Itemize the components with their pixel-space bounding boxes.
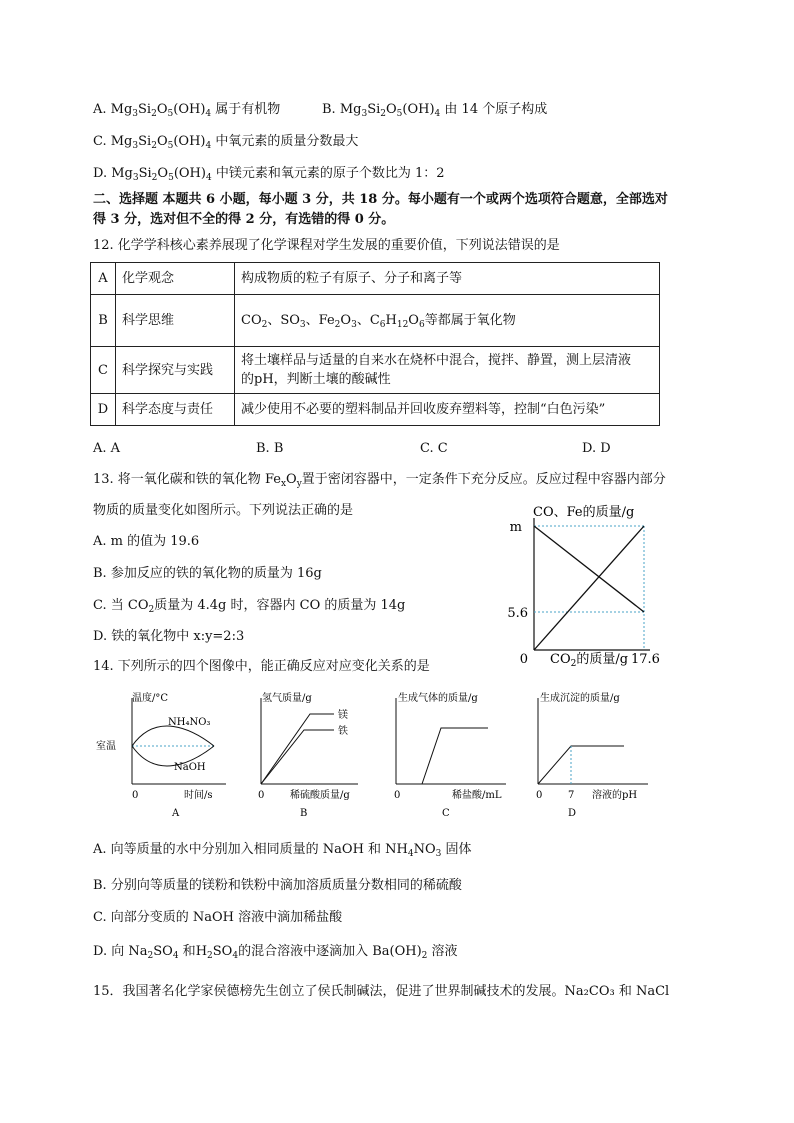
graph-d-origin: 0 <box>536 790 543 801</box>
q11-option-c: C. $Mg_3Si_2O_5(OH)_4$ 中氧元素的质量分数最大 <box>93 134 359 151</box>
graph-a-room-label: 室温 <box>96 741 116 752</box>
q14-option-a-a: A. 向等质量的水中分别加入相同质量的 NaOH 和 <box>93 842 386 857</box>
x-tick-max: 17.6 <box>631 652 660 667</box>
q13-option-d: D. 铁的氧化物中 x:y=2:3 <box>93 629 245 644</box>
q13-option-c: C. 当 $CO_2$质量为 4.4g 时，容器内 CO 的质量为 14g <box>93 598 406 615</box>
row-content <box>235 347 660 394</box>
graph-d-line <box>538 746 624 784</box>
formula-list: $CO_2$、$SO_3$、$Fe_2O_3$、$C_6H_{12}O_6$ <box>241 313 425 330</box>
q15-stem: 15．我国著名化学家侯德榜先生创立了侯氏制碱法，促进了世界制碱技术的发展。Na₂CO₃ 和 NaCl <box>93 984 670 999</box>
graph-d-letter: D <box>568 808 577 819</box>
q11-option-b: B. $Mg_3Si_2O_5(OH)_4$ 由 14 个原子构成 <box>322 102 548 119</box>
y-tick-m: m <box>509 520 522 535</box>
graph-b-origin: 0 <box>258 790 265 801</box>
origin-label: 0 <box>519 652 528 667</box>
series-co-line <box>534 526 644 612</box>
row-content-line1: 将土壤样品与适量的自来水在烧杯中混合，搅拌、静置，测上层清液 <box>241 353 632 368</box>
q12-option-a: A. A <box>93 441 121 456</box>
graph-d <box>536 691 648 819</box>
q13-stem-a: 13. 将一氧化碳和铁的氧化物 Fe <box>93 472 281 487</box>
graph-b-xlabel: 稀硫酸质量/g <box>290 790 350 801</box>
graph-b-fe-label: 铁 <box>338 726 348 737</box>
q12-table <box>90 262 660 426</box>
q13-stem-line2: 物质的质量变化如图所示。下列说法正确的是 <box>93 503 354 518</box>
q13-stem-b: 置于密闭容器中，一定条件下充分反应。反应过程中容器内部分 <box>301 472 666 487</box>
graph-a-ylabel: 温度/°C <box>132 693 169 704</box>
row-content-suffix: 等都属于氧化物 <box>424 313 516 328</box>
row-letter: C <box>91 347 116 394</box>
graph-a-letter: A <box>172 808 180 819</box>
section-heading-line2: 得 3 分，选对但不全的得 2 分，有选错的得 0 分。 <box>93 212 395 227</box>
graph-a <box>96 691 226 819</box>
q11-option-d: D. $Mg_3Si_2O_5(OH)_4$ 中镁元素和氧元素的原子个数比为 1：2 <box>93 166 445 183</box>
q14-graphs <box>96 688 656 820</box>
q14-stem: 14. 下列所示的四个图像中，能正确反应对应变化关系的是 <box>93 659 430 674</box>
graph-c-line <box>396 728 488 784</box>
table-row <box>91 263 660 295</box>
graph-a-top-label: NH₄NO₃ <box>168 717 211 728</box>
q12-option-c: C. C <box>420 441 448 456</box>
series-fe-line <box>534 526 644 650</box>
x-axis-label: $CO_2$的质量/g <box>550 652 629 669</box>
y-tick-low: 5.6 <box>507 606 528 621</box>
graph-c-ylabel: 生成气体的质量/g <box>398 693 478 704</box>
q14-option-d-a: D. 向 <box>93 944 129 959</box>
graph-d-ylabel: 生成沉淀的质量/g <box>540 693 620 704</box>
graph-d-seven: 7 <box>568 790 575 801</box>
q13-option-a: A. m 的值为 19.6 <box>93 534 200 549</box>
row-letter: A <box>91 263 116 295</box>
q11-option-d-text: 中镁元素和氧元素的原子个数比为 1：2 <box>215 166 445 181</box>
graph-a-bottom-label: NaOH <box>174 762 206 773</box>
chart-title: CO、Fe的质量/g <box>533 505 635 520</box>
table-row <box>91 295 660 347</box>
q13-stem-line1: 13. 将一氧化碳和铁的氧化物 $Fe_xO_y$置于密闭容器中，一定条件下充分反应。反应过程中容器内部分 <box>93 472 666 489</box>
row-topic: 科学思维 <box>116 295 235 347</box>
row-content: 减少使用不必要的塑料制品并回收废弃塑料等，控制“白色污染” <box>235 394 660 426</box>
q14-option-a: A. 向等质量的水中分别加入相同质量的 NaOH 和 $NH_4NO_3$ 固体 <box>93 842 472 859</box>
q14-option-b: B. 分别向等质量的镁粉和铁粉中滴加溶质质量分数相同的稀硫酸 <box>93 878 462 893</box>
row-content <box>235 295 660 347</box>
q13-option-b: B. 参加反应的铁的氧化物的质量为 16g <box>93 566 322 581</box>
q14-option-d-d: 溶液 <box>427 944 458 959</box>
q11-option-c-text: 中氧元素的质量分数最大 <box>215 134 359 149</box>
q14-option-d-c: 的混合溶液中逐滴加入 <box>238 944 373 959</box>
q13-option-c-b: 质量为 4.4g 时，容器内 CO 的质量为 14g <box>154 598 406 613</box>
q14-option-c: C. 向部分变质的 NaOH 溶液中滴加稀盐酸 <box>93 910 343 925</box>
q14-option-d-b: 和 <box>178 944 196 959</box>
q13-option-c-a: C. 当 CO <box>93 598 149 613</box>
table-row <box>91 394 660 426</box>
row-topic: 化学观念 <box>116 263 235 295</box>
q13-chart <box>500 500 690 672</box>
row-letter: B <box>91 295 116 347</box>
q11-option-b-text: 由 14 个原子构成 <box>444 102 548 117</box>
graph-b <box>258 691 358 819</box>
graph-c-letter: C <box>442 808 450 819</box>
graph-a-xlabel: 时间/s <box>184 790 213 801</box>
row-letter: D <box>91 394 116 426</box>
graph-c-xlabel: 稀盐酸/mL <box>452 790 502 801</box>
row-content-line2: 的pH，判断土壤的酸碱性 <box>241 372 391 387</box>
graph-b-fe-line <box>261 730 334 784</box>
graph-a-nh4no3-curve <box>132 726 214 746</box>
graph-c <box>394 691 506 819</box>
graph-b-mg-line <box>261 714 334 784</box>
section-heading-line1: 二、选择题 本题共 6 小题，每小题 3 分，共 18 分。每小题有一个或两个选项符合题意，全部选对 <box>93 192 668 207</box>
graph-c-origin: 0 <box>394 790 401 801</box>
q11-option-a-text: 属于有机物 <box>215 102 281 117</box>
graph-b-mg-label: 镁 <box>338 710 348 721</box>
row-topic: 科学态度与责任 <box>116 394 235 426</box>
q11-option-a: A. $Mg_3Si_2O_5(OH)_4$ 属于有机物 <box>93 102 281 119</box>
q14-option-a-b: 固体 <box>441 842 472 857</box>
q12-stem: 12. 化学学科核心素养展现了化学课程对学生发展的重要价值，下列说法错误的是 <box>93 238 560 253</box>
q12-option-d: D. D <box>582 441 611 456</box>
graph-d-xlabel: 溶液的pH <box>592 790 638 801</box>
q14-option-d: D. 向 $Na_2SO_4$ 和$H_2SO_4$的混合溶液中逐滴加入 $Ba(OH)_2$ 溶液 <box>93 944 458 961</box>
row-topic: 科学探究与实践 <box>116 347 235 394</box>
row-content: 构成物质的粒子有原子、分子和离子等 <box>235 263 660 295</box>
graph-a-origin: 0 <box>132 790 139 801</box>
table-row <box>91 347 660 394</box>
graph-b-letter: B <box>300 808 308 819</box>
q12-option-b: B. B <box>256 441 284 456</box>
graph-b-ylabel: 氢气质量/g <box>262 693 312 704</box>
